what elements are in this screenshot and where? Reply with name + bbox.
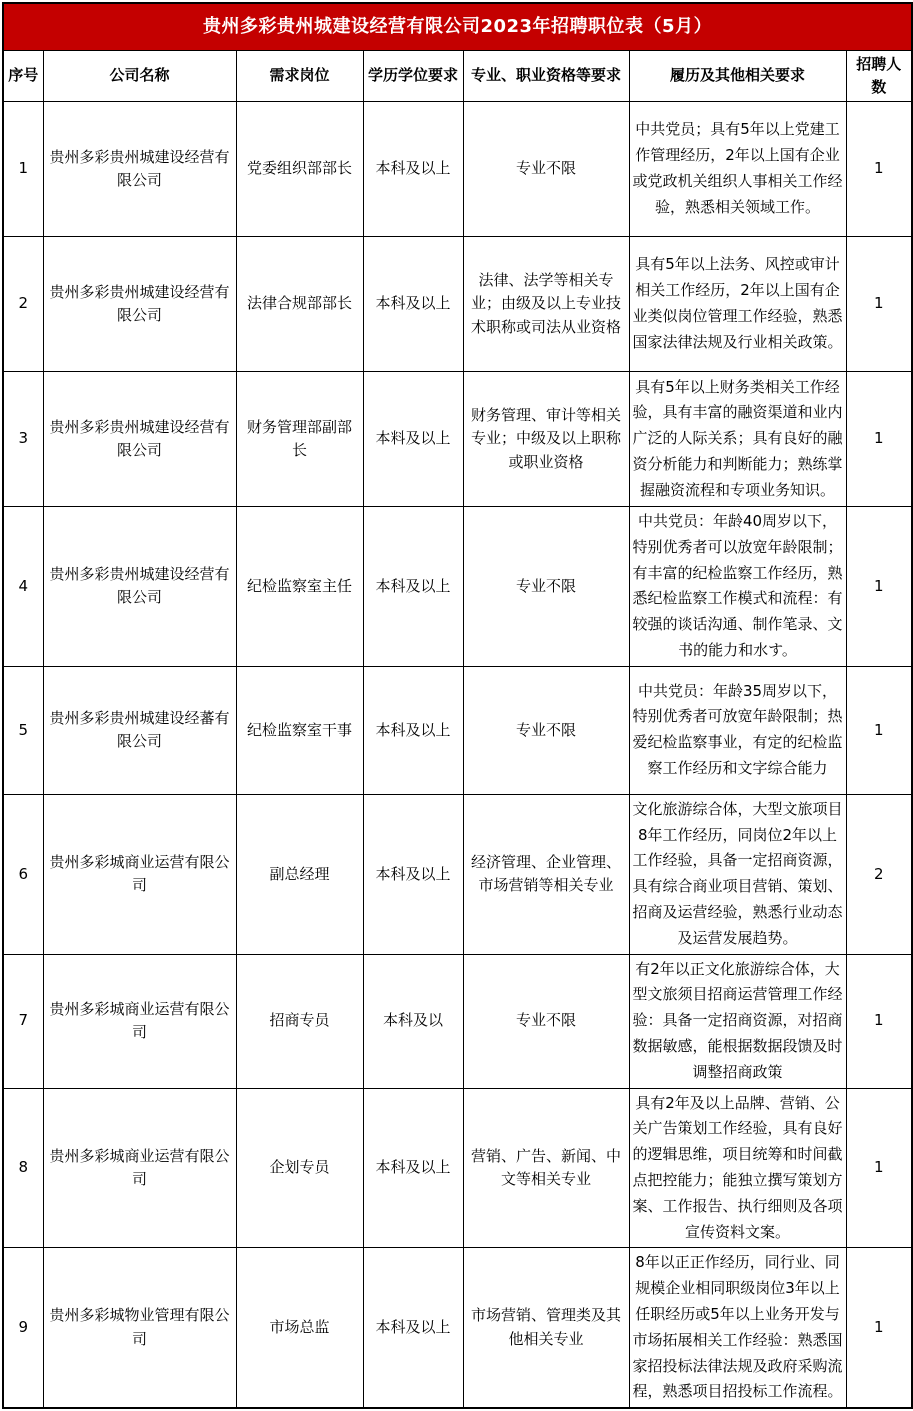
cell-experience: 中共党员：年龄35周岁以下，特别优秀者可放宽年龄限制；热爱纪检监察事业，有定的纪检监察工作经历和文字综合能力 (629, 666, 846, 794)
cell-headcount: 1 (846, 237, 912, 372)
cell-company: 贵州多彩城商业运营有限公司 (43, 794, 236, 954)
cell-experience: 中共党员：年龄40周岁以下，特别优秀者可以放宽年龄限制；有丰富的纪检监察工作经历，熟悉纪检监察工作模式和流程：有较强的谈话沟通、制作笔录、文书的能力和水す。 (629, 507, 846, 667)
cell-position: 纪检监察室干事 (236, 666, 363, 794)
cell-experience: 文化旅游综合体，大型文旅项目8年工作经历，同岗位2年以上工作经验，具备一定招商资源，具有综合商业项目营销、策划、招商及运营经验，熟悉行业动态及运营发展趋势。 (629, 794, 846, 954)
cell-position: 财务管理部副部长 (236, 372, 363, 507)
cell-no: 6 (3, 794, 43, 954)
cell-experience: 中共党员；具有5年以上党建工作管理经历，2年以上国有企业或党政机关组织人事相关工作经验，熟悉相关领域工作。 (629, 102, 846, 237)
column-header-no: 序号 (3, 50, 43, 102)
cell-company: 贵州多彩城商业运营有限公司 (43, 954, 236, 1088)
cell-education: 本科及以上 (363, 1088, 463, 1248)
cell-headcount: 1 (846, 1248, 912, 1408)
table-row (3, 666, 912, 794)
cell-no: 1 (3, 102, 43, 237)
cell-experience: 具有5年以上法务、风控或审计相关工作经历，2年以上国有企业类似岗位管理工作经验，熟悉国家法律法规及行业相关政策。 (629, 237, 846, 372)
cell-experience: 具有2年及以上品牌、营销、公关广告策划工作经验，具有良好的逻辑思维，项目统筹和时间截点把控能力；能独立撰写策划方案、工作报告、执行细则及各项宣传资料文案。 (629, 1088, 846, 1248)
cell-headcount: 1 (846, 666, 912, 794)
cell-position: 市场总监 (236, 1248, 363, 1408)
table-row (3, 507, 912, 667)
cell-major: 营销、广告、新闻、中文等相关专业 (463, 1088, 629, 1248)
cell-major: 专业不限 (463, 666, 629, 794)
column-header-position: 需求岗位 (236, 50, 363, 102)
cell-education: 本科及以上 (363, 507, 463, 667)
cell-company: 贵州多彩贵州城建设经营有限公司 (43, 507, 236, 667)
cell-position: 党委组织部部长 (236, 102, 363, 237)
table-row (3, 1088, 912, 1248)
cell-major: 法律、法学等相关专业；由级及以上专业技术职称或司法从业资格 (463, 237, 629, 372)
column-header-major: 专业、职业资格等要求 (463, 50, 629, 102)
cell-experience: 具有5年以上财务类相关工作经验，具有丰富的融资渠道和业内广泛的人际关系；具有良好的融资分析能力和判断能力；熟练掌握融资流程和专项业务知识。 (629, 372, 846, 507)
cell-headcount: 2 (846, 794, 912, 954)
cell-company: 贵州多彩贵州城建设经营有限公司 (43, 102, 236, 237)
cell-position: 招商专员 (236, 954, 363, 1088)
column-header-headcount: 招聘人数 (846, 50, 912, 102)
column-header-experience: 履历及其他相关要求 (629, 50, 846, 102)
cell-no: 2 (3, 237, 43, 372)
cell-major: 专业不限 (463, 507, 629, 667)
cell-position: 企划专员 (236, 1088, 363, 1248)
title-row (3, 3, 912, 50)
cell-headcount: 1 (846, 372, 912, 507)
recruitment-table (2, 2, 913, 1409)
cell-no: 8 (3, 1088, 43, 1248)
header-row (3, 50, 912, 102)
cell-major: 财务管理、审计等相关专业；中级及以上职称或职业资格 (463, 372, 629, 507)
cell-company: 贵州多彩贵州城建设经营有限公司 (43, 237, 236, 372)
cell-company: 贵州多彩城物业管理有限公司 (43, 1248, 236, 1408)
cell-headcount: 1 (846, 954, 912, 1088)
column-header-company: 公司名称 (43, 50, 236, 102)
cell-education: 本料及以上 (363, 372, 463, 507)
cell-company: 贵州多彩贵州城建设经蕃有限公司 (43, 666, 236, 794)
cell-company: 贵州多彩城商业运营有限公司 (43, 1088, 236, 1248)
table-row (3, 372, 912, 507)
cell-experience: 8年以正正作经历，同行业、同规模企业相同职级岗位3年以上任职经历或5年以上业务开发与市场拓展相关工作经验：熟悉国家招投标法律法规及政府采购流程，熟悉项目招投标工作流程。 (629, 1248, 846, 1408)
cell-position: 副总经理 (236, 794, 363, 954)
table-title: 贵州多彩贵州城建设经营有限公司2023年招聘职位表（5月） (3, 3, 912, 50)
cell-no: 7 (3, 954, 43, 1088)
table-row (3, 237, 912, 372)
cell-headcount: 1 (846, 1088, 912, 1248)
cell-major: 专业不限 (463, 954, 629, 1088)
table-row (3, 954, 912, 1088)
cell-experience: 有2年以正文化旅游综合体，大型文旅须目招商运营管理工作经验：具备一定招商资源，对招商数据敏感，能根据数据段馈及时调整招商政策 (629, 954, 846, 1088)
cell-education: 本科及以上 (363, 794, 463, 954)
cell-education: 本科及以 (363, 954, 463, 1088)
cell-education: 本科及以上 (363, 102, 463, 237)
cell-no: 5 (3, 666, 43, 794)
cell-major: 专业不限 (463, 102, 629, 237)
table-row (3, 1248, 912, 1408)
cell-education: 本科及以上 (363, 237, 463, 372)
cell-headcount: 1 (846, 507, 912, 667)
cell-no: 9 (3, 1248, 43, 1408)
cell-no: 3 (3, 372, 43, 507)
cell-education: 本科及以上 (363, 1248, 463, 1408)
cell-headcount: 1 (846, 102, 912, 237)
column-header-education: 学历学位要求 (363, 50, 463, 102)
cell-company: 贵州多彩贵州城建设经营有限公司 (43, 372, 236, 507)
cell-education: 本科及以上 (363, 666, 463, 794)
cell-no: 4 (3, 507, 43, 667)
table-row (3, 102, 912, 237)
cell-position: 法律合规部部长 (236, 237, 363, 372)
cell-major: 经济管理、企业管理、市场营销等相关专业 (463, 794, 629, 954)
table-row (3, 794, 912, 954)
cell-major: 市场营销、管理类及其他相关专业 (463, 1248, 629, 1408)
cell-position: 纪检监察室主任 (236, 507, 363, 667)
